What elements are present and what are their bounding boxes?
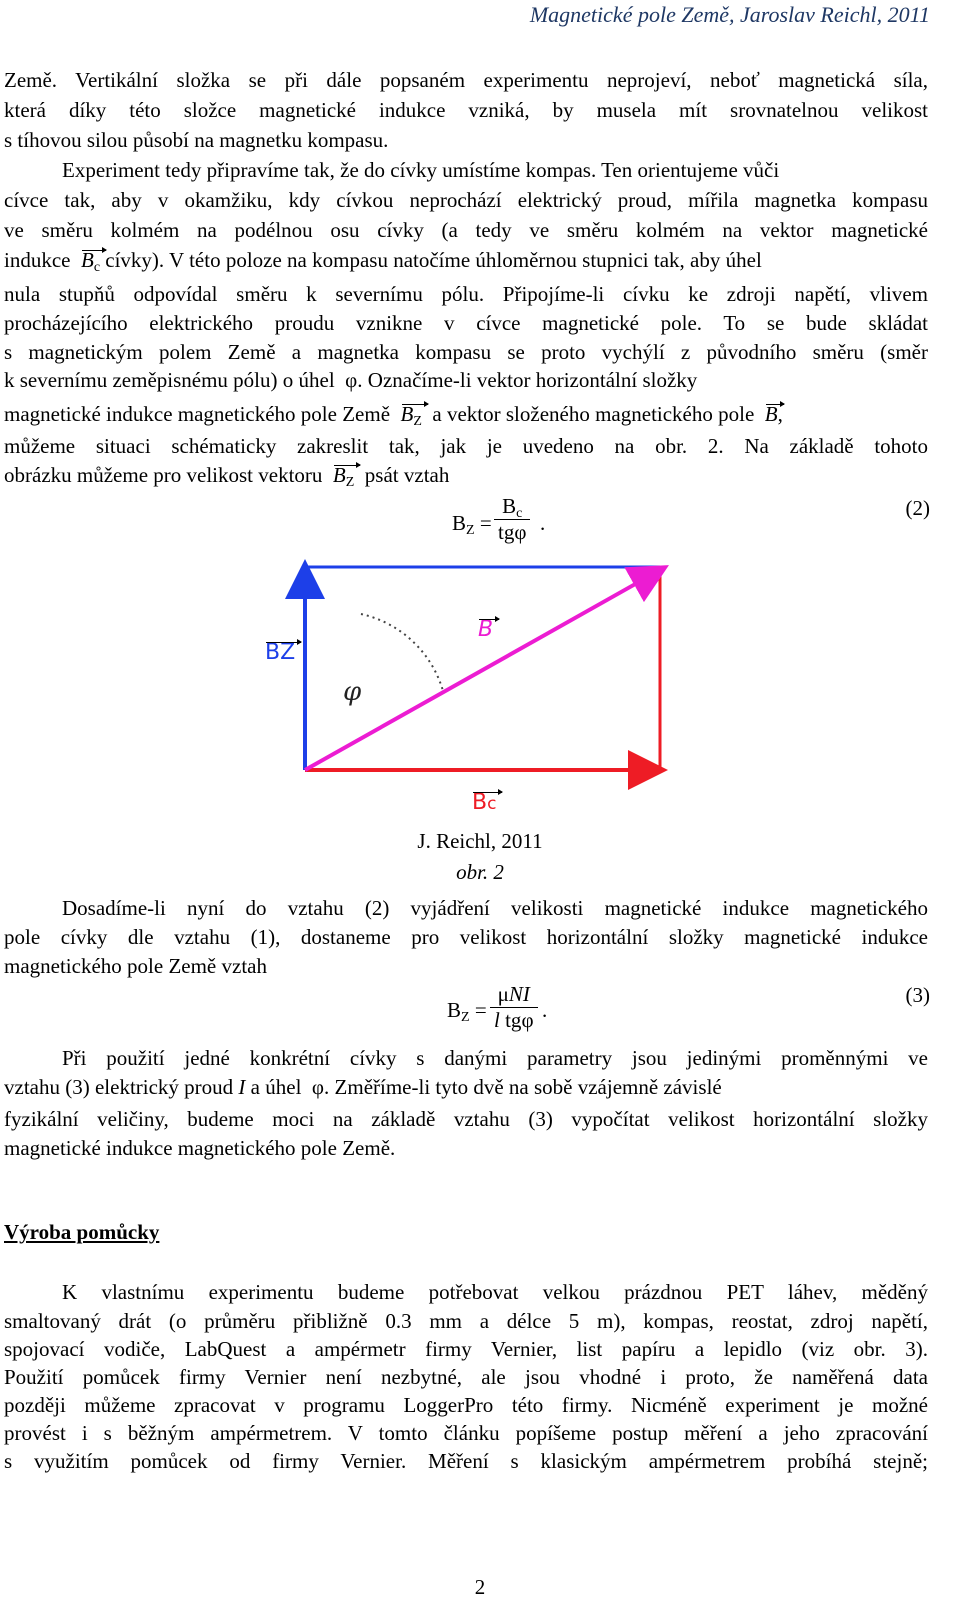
label-Bc: Bc (472, 790, 497, 815)
text-line: Experiment tedy připravíme tak, že do cívky umístíme kompas. Ten orientujeme vůči (62, 158, 780, 182)
text-line: později můžeme zpracovat v programu LoggerPro této firmy. Nicméně experiment je možné (4, 1393, 928, 1417)
page-number: 2 (474, 1575, 486, 1599)
text-line (4, 1075, 928, 1100)
text-fragment: indukce (4, 248, 71, 272)
text-line (4, 463, 928, 488)
text-line: magnetické indukce magnetického pole Země BZ a vektor složeného magnetického pole B, (4, 402, 783, 429)
equation-3-fraction: μNI l tgφ (490, 982, 538, 1033)
text-line: cívce tak, aby v okamžiku, kdy cívkou neprochází elektrický proud, mířila magnetka kompasu (4, 188, 928, 212)
text-line: Použití pomůcek firmy Vernier není nezbytné, ale jsou vhodné i proto, že naměřená data (4, 1365, 928, 1389)
vector-Bc: Bc (80, 248, 101, 275)
equation-2-number: (2) (905, 496, 930, 520)
equation-2-lhs: BZ = (452, 511, 492, 538)
text-line (4, 368, 928, 393)
label-phi: φ (343, 677, 362, 707)
text-line: která díky této složce magnetické indukce vzniká, by musela mít srovnatelnou velikost (4, 98, 928, 122)
text-line: můžeme situaci schématicky zakreslit tak, jak je uvedeno na obr. 2. Na základě tohoto (4, 434, 928, 458)
vector-BZ: BZ (332, 463, 355, 490)
text-line: s tíhovou silou působí na magnetku kompasu. (4, 128, 389, 152)
text-line (4, 248, 928, 273)
equation-3-lhs: BZ = (447, 998, 487, 1025)
figure-credit: J. Reichl, 2011 (417, 829, 543, 853)
running-author: , Jaroslav Reichl, 2011 (728, 2, 930, 27)
text-fragment: obrázku můžeme pro velikost vektoru (4, 463, 323, 487)
phi-symbol: φ (345, 368, 358, 392)
text-fragment: . Změříme-li tyto dvě na sobě vzájemně závislé (324, 1075, 722, 1099)
text-fragment: k severnímu zeměpisnému pólu) o úhel (4, 368, 335, 392)
text-fragment: . Označíme-li vektor horizontální složky (357, 368, 698, 392)
text-line: magnetické indukce magnetického pole Země. (4, 1136, 396, 1160)
text-line: s využitím pomůcek od firmy Vernier. Měření s klasickým ampérmetrem probíhá stejně; (4, 1449, 928, 1473)
text-line: provést i s běžným ampérmetrem. V tomto článku popíšeme postup měření a jeho zpracování (4, 1421, 928, 1445)
text-line: magnetického pole Země vztah (4, 954, 267, 978)
text-fragment: vztahu (3) elektrický proud (4, 1075, 234, 1099)
text-line: s magnetickým polem Země a magnetka kompasu se proto vychýlí z původního směru (směr (4, 340, 928, 364)
equation-2-fraction: Bc tgφ (494, 494, 530, 545)
equation-3-number: (3) (905, 983, 930, 1007)
equation-2-dot: . (540, 511, 546, 535)
text-line: pole cívky dle vztahu (1), dostaneme pro velikost horizontální složky magnetické indukce (4, 925, 928, 949)
equation-3-dot: . (542, 998, 548, 1022)
current-symbol: I (238, 1075, 246, 1099)
vector-diagram (230, 555, 690, 830)
text-line: Dosadíme-li nyní do vztahu (2) vyjádření velikosti magnetické indukce magnetického (62, 896, 928, 920)
text-fragment: a úhel (250, 1075, 302, 1099)
text-line: fyzikální veličiny, budeme moci na základě vztahu (3) vypočítat velikost horizontální složky (4, 1107, 928, 1131)
text-line: ve směru kolmém na podélnou osu cívky (a tedy ve směru kolmém na vektor magnetické (4, 218, 928, 242)
angle-arc (361, 614, 443, 691)
text-line: spojovací vodiče, LabQuest a ampérmetr firmy Vernier, list papíru a lepidlo (viz obr. 3). (4, 1337, 928, 1361)
vector-B-arrow (305, 569, 662, 770)
text-line: Při použití jedné konkrétní cívky s danými parametry jsou jedinými proměnnými ve (62, 1046, 928, 1070)
text-fragment: magnetické indukce magnetického pole Země (4, 402, 391, 426)
label-BZ: BZ (265, 640, 296, 665)
text-line: smaltovaný drát (o průměru přibližně 0.3 mm a délce 5 m), kompas, reostat, zdroj napětí, (4, 1309, 928, 1333)
phi-symbol: φ (311, 1075, 325, 1099)
text-line: K vlastnímu experimentu budeme potřebovat velkou prázdnou PET láhev, měděný (62, 1280, 928, 1304)
text-line: Země. Vertikální složka se při dále popsaném experimentu neprojeví, neboť magnetická síla, (4, 68, 928, 92)
text-line: procházejícího elektrického proudu vznikne v cívce magnetické pole. To se bude skládat (4, 311, 928, 335)
text-fragment: psát vztah (364, 463, 450, 487)
label-B: B (478, 617, 494, 642)
section-title: Výroba pomůcky (4, 1220, 160, 1244)
text-fragment: a vektor složeného magnetického pole (432, 402, 755, 426)
text-fragment: cívky). V této poloze na kompasu natočíme úhloměrnou stupnici tak, aby úhel (105, 248, 762, 272)
text-line: nula stupňů odpovídal směru k severnímu pólu. Připojíme-li cívku ke zdroji napětí, vlivem (4, 282, 928, 306)
running-header (530, 2, 930, 28)
figure-caption: obr. 2 (456, 860, 504, 884)
vector-BZ: BZ (400, 402, 422, 429)
running-title: Magnetické pole Země (529, 2, 729, 27)
vector-B: B (764, 402, 778, 426)
